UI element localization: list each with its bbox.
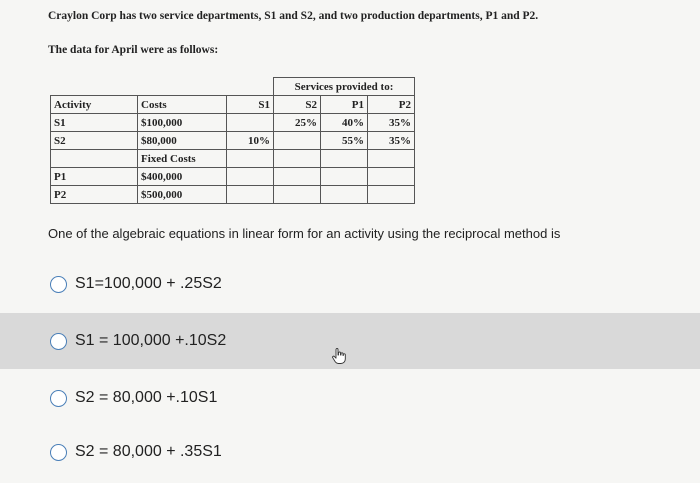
cell-cost: $400,000 <box>138 168 227 186</box>
radio-button-icon[interactable] <box>50 444 67 461</box>
cell-p1: 40% <box>321 114 368 132</box>
cell-cost: $500,000 <box>138 186 227 204</box>
radio-button-icon[interactable] <box>50 390 67 407</box>
cell-s1 <box>227 114 274 132</box>
cell-s2 <box>274 186 321 204</box>
cell-s1: 10% <box>227 132 274 150</box>
answer-option-4[interactable] <box>0 424 700 480</box>
answer-option-label: S2 = 80,000 + .35S1 <box>75 443 222 460</box>
cell-activity <box>51 150 138 168</box>
table-row <box>51 132 415 150</box>
services-provided-header: Services provided to: <box>274 78 415 96</box>
table-row <box>51 150 415 168</box>
cell-p1 <box>321 150 368 168</box>
cell-p1 <box>321 186 368 204</box>
answer-option-label: S1=100,000 + .25S2 <box>75 275 222 292</box>
cell-p2 <box>368 168 415 186</box>
table-group-header-row <box>51 78 415 96</box>
col-header-p1: P1 <box>321 96 368 114</box>
table-row <box>51 114 415 132</box>
problem-intro: Craylon Corp has two service departments, S1 and S2, and two production departments, P1 and P2. <box>48 10 539 22</box>
cell-p2: 35% <box>368 132 415 150</box>
cell-p1 <box>321 168 368 186</box>
col-header-s1: S1 <box>227 96 274 114</box>
cell-s1 <box>227 150 274 168</box>
cell-cost: $100,000 <box>138 114 227 132</box>
answer-option-3[interactable] <box>0 370 700 426</box>
cell-s1 <box>227 186 274 204</box>
cell-s2 <box>274 132 321 150</box>
answer-option-label: S2 = 80,000 +.10S1 <box>75 389 218 406</box>
data-table <box>50 77 415 204</box>
table-row <box>51 168 415 186</box>
cell-cost: $80,000 <box>138 132 227 150</box>
cell-p2 <box>368 186 415 204</box>
cell-activity: S1 <box>51 114 138 132</box>
col-header-s2: S2 <box>274 96 321 114</box>
cell-p2: 35% <box>368 114 415 132</box>
table-header-row <box>51 96 415 114</box>
radio-button-icon[interactable] <box>50 276 67 293</box>
hand-pointer-icon <box>332 348 346 364</box>
answer-option-label: S1 = 100,000 +.10S2 <box>75 332 227 349</box>
cell-p1: 55% <box>321 132 368 150</box>
col-header-costs: Costs <box>138 96 227 114</box>
cell-p2 <box>368 150 415 168</box>
table-blank-cell <box>51 78 274 96</box>
cell-activity: P2 <box>51 186 138 204</box>
cell-s2 <box>274 150 321 168</box>
radio-button-icon[interactable] <box>50 333 67 350</box>
col-header-p2: P2 <box>368 96 415 114</box>
answer-option-2[interactable] <box>0 313 700 369</box>
cell-cost: Fixed Costs <box>138 150 227 168</box>
cell-s2: 25% <box>274 114 321 132</box>
cell-s1 <box>227 168 274 186</box>
cell-s2 <box>274 168 321 186</box>
cell-activity: S2 <box>51 132 138 150</box>
answer-option-1[interactable] <box>0 256 700 312</box>
question-text: One of the algebraic equations in linear form for an activity using the reciprocal method is <box>48 226 561 241</box>
col-header-activity: Activity <box>51 96 138 114</box>
table-row <box>51 186 415 204</box>
cell-activity: P1 <box>51 168 138 186</box>
problem-subtitle: The data for April were as follows: <box>48 44 219 56</box>
